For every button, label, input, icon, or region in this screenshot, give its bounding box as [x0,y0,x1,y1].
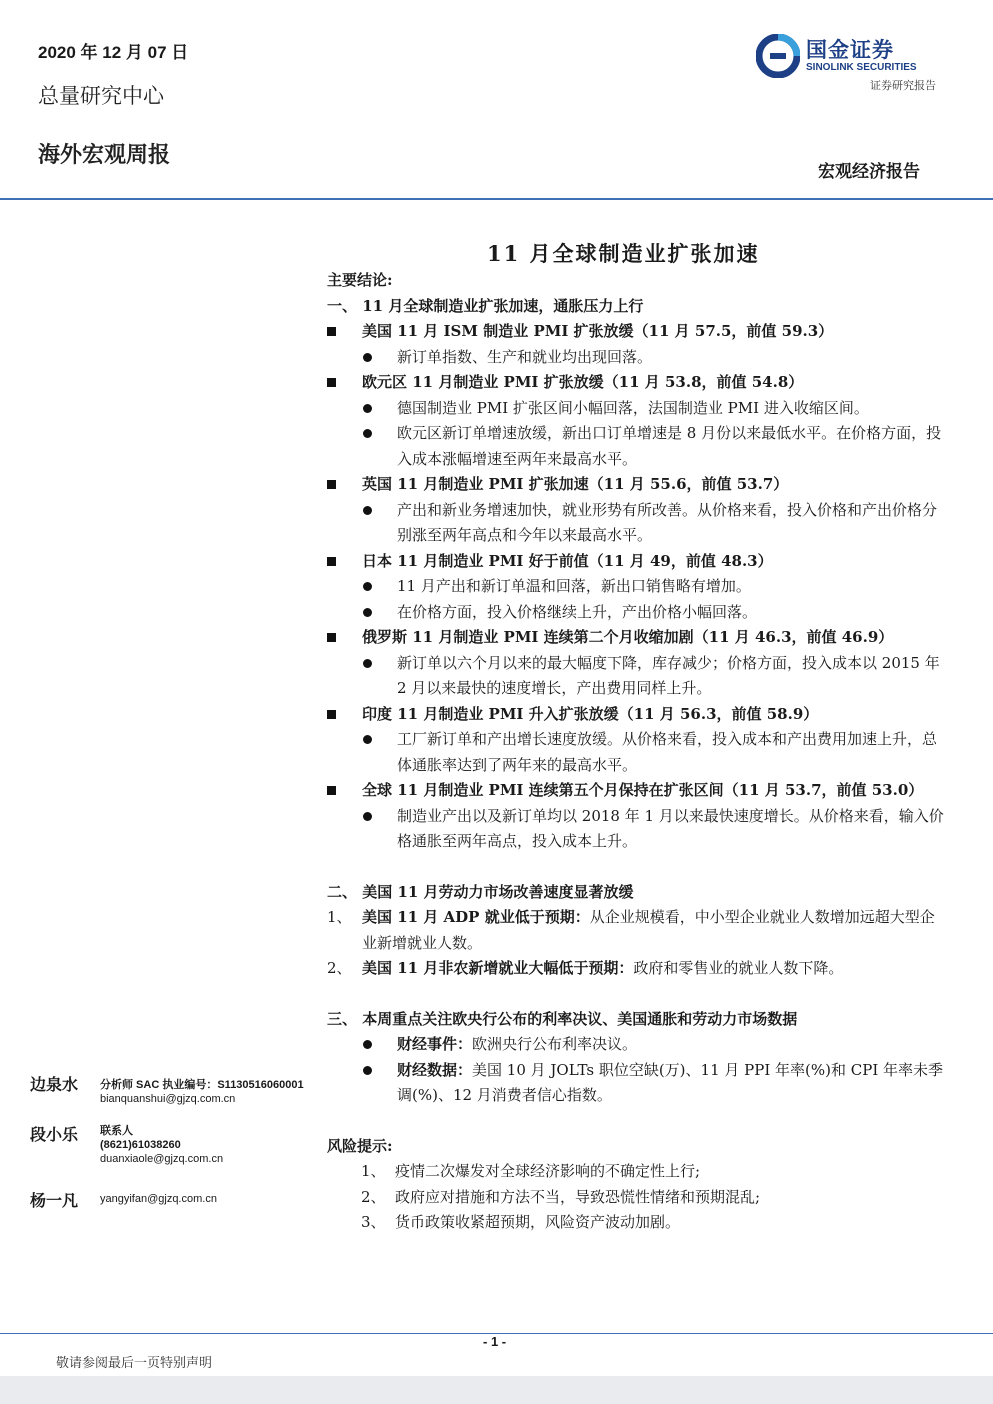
dot-bullet-icon [363,1040,372,1049]
summary-label: 主要结论: [327,271,393,289]
dot-bullet-icon [363,429,372,438]
list-item: 产出和新业务增速加快，就业形势有所改善。从价格来看，投入价格和产出价格分别涨至两年高点和今年以来最高水平。 [327,498,947,549]
list-item: 工厂新订单和产出增长速度放缓。从价格来看，投入成本和产出费用加速上升，总体通胀率达到了两年来的最高水平。 [327,727,947,778]
list-item: 欧元区新订单增速放缓，新出口订单增速是 8 月份以来最低水平。在价格方面，投入成本涨幅增速至两年来最高水平。 [327,421,947,472]
footer-band [0,1376,993,1404]
section-3-heading: 三、 本周重点关注欧央行公布的利率决议、美国通胀和劳动力市场数据 [327,1009,798,1028]
dot-bullet-icon [363,506,372,515]
spacer [327,855,947,880]
dot-bullet-icon [363,659,372,668]
logo-chinese-name: 国金证券 [806,38,894,62]
list-item: 新订单指数、生产和就业均出现回落。 [327,345,947,371]
analyst-email: bianquanshui@gjzq.com.cn [100,1093,236,1105]
list-item: 2、 美国 11 月非农新增就业大幅低于预期：政府和零售业的就业人数下降。 [327,959,844,977]
list-item: 英国 11 月制造业 PMI 扩张加速（11 月 55.6，前值 53.7） [327,472,947,498]
analyst-phone: (8621)61038260 [100,1139,181,1151]
analyst-info: 联系人 (8621)61038260 duanxiaole@gjzq.com.cn [100,1125,224,1165]
report-body [327,268,947,1236]
list-item: 美国 11 月 ISM 制造业 PMI 扩张放缓（11 月 57.5，前值 59.3） [327,319,947,345]
square-bullet-icon [327,557,336,566]
page-number: - 1 - [483,1334,507,1349]
dot-bullet-icon [363,1066,372,1075]
dot-bullet-icon [363,353,372,362]
list-item: 新订单以六个月以来的最大幅度下降，库存减少；价格方面，投入成本以 2015 年 2 月以来最快的速度增长，产出费用同样上升。 [327,651,947,702]
research-center-name: 总量研究中心 [38,84,164,108]
analyst-name: 杨一凡 [30,1191,79,1210]
header-divider [0,198,993,200]
dot-bullet-icon [363,582,372,591]
list-item: 11 月产出和新订单温和回落，新出口销售略有增加。 [327,574,947,600]
list-item: 在价格方面，投入价格继续上升，产出价格小幅回落。 [327,600,947,626]
square-bullet-icon [327,710,336,719]
company-logo [756,32,946,82]
list-item: 3、 货币政策收紧超预期，风险资产波动加剧。 [361,1213,681,1231]
analyst-info: 分析师 SAC 执业编号：S1130516060001 bianquanshui@gjzq.com.cn [100,1079,304,1105]
list-item: 财经数据：美国 10 月 JOLTs 职位空缺(万)、11 月 PPI 年率(%)和 CPI 年率未季调(%)、12 月消费者信心指数。 [327,1058,947,1109]
list-item: 1、 疫情二次爆发对全球经济影响的不确定性上行; [361,1162,701,1180]
section-2-heading: 二、 美国 11 月劳动力市场改善速度显著放缓 [327,882,634,901]
analyst-email: yangyifan@gjzq.com.cn [100,1193,217,1205]
report-type: 宏观经济报告 [818,162,920,182]
spacer [327,982,947,1007]
spacer [327,1109,947,1134]
report-title: 11 月全球制造业扩张加速 [487,241,760,266]
analyst-name: 段小乐 [30,1125,79,1144]
logo-tagline: 证券研究报告 [870,79,936,92]
square-bullet-icon [327,786,336,795]
list-item: 2、 政府应对措施和方法不当，导致恐慌性情绪和预期混乱; [361,1187,761,1206]
report-series-title: 海外宏观周报 [38,142,171,168]
analyst-email: duanxiaole@gjzq.com.cn [100,1153,224,1165]
list-item: 印度 11 月制造业 PMI 升入扩张放缓（11 月 56.3，前值 58.9） [327,702,947,728]
report-date: 2020 年 12 月 07 日 [38,43,189,62]
logo-emblem-icon [756,34,800,78]
disclaimer-note: 敬请参阅最后一页特别声明 [56,1356,213,1371]
dot-bullet-icon [363,735,372,744]
analyst-name: 边泉水 [30,1075,79,1094]
dot-bullet-icon [363,404,372,413]
list-item: 制造业产出以及新订单均以 2018 年 1 月以来最快速度增长。从价格来看，输入价格通胀至两年高点，投入成本上升。 [327,804,947,855]
list-item: 1、 美国 11 月 ADP 就业低于预期：从企业规模看，中小型企业就业人数增加远超大型企业新增就业人数。 [327,908,935,952]
square-bullet-icon [327,480,336,489]
list-item: 全球 11 月制造业 PMI 连续第五个月保持在扩张区间（11 月 53.7，前值 53.0） [327,778,947,804]
square-bullet-icon [327,327,336,336]
square-bullet-icon [327,633,336,642]
section-1-heading: 一、 11 月全球制造业扩张加速，通胀压力上行 [327,296,644,315]
logo-english-name: SINOLINK SECURITIES [806,62,917,73]
dot-bullet-icon [363,608,372,617]
list-item: 德国制造业 PMI 扩张区间小幅回落，法国制造业 PMI 进入收缩区间。 [327,396,947,422]
analyst-info [100,1192,217,1206]
list-item: 欧元区 11 月制造业 PMI 扩张放缓（11 月 53.8，前值 54.8） [327,370,947,396]
dot-bullet-icon [363,812,372,821]
risk-label: 风险提示: [327,1136,393,1155]
list-item: 财经事件：欧洲央行公布利率决议。 [327,1032,947,1058]
list-item: 日本 11 月制造业 PMI 好于前值（11 月 49，前值 48.3） [327,549,947,575]
square-bullet-icon [327,378,336,387]
list-item: 俄罗斯 11 月制造业 PMI 连续第二个月收缩加剧（11 月 46.3，前值 46.9） [327,625,947,651]
